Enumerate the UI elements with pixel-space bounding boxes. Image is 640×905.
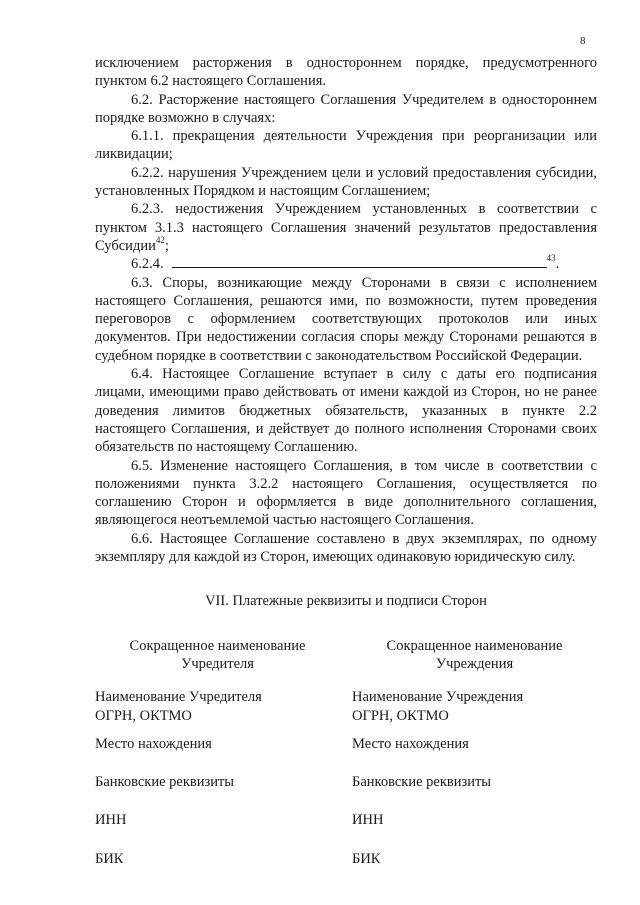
paragraph-6-2-3-text: 6.2.3. недостижения Учреждением установленных в соответствии с пунктом 3.1.3 настоящего Соглашения значений результатов предоставления Субсидии <box>95 201 597 254</box>
institution-column <box>352 637 597 868</box>
paragraph-intro: исключением расторжения в одностороннем порядке, предусмотренного пунктом 6.2 настоящего Соглашения. <box>95 55 597 90</box>
paragraph-6-2-3-end: ; <box>164 237 169 254</box>
document-body <box>95 54 597 868</box>
institution-bank: Банковские реквизиты <box>352 774 492 791</box>
institution-inn: ИНН <box>352 812 384 829</box>
paragraph-6-5: 6.5. Изменение настоящего Соглашения, в том числе в соответствии с положениями пункта 3.2.2 настоящего Соглашения, осуществляется по соглашению Сторон и оформляется в виде дополнительного соглашения, являющегося неотъемлемой частью настоящего Соглашения. <box>95 457 597 529</box>
paragraph-6-2-2: 6.2.2. нарушения Учреждением цели и условий предоставления субсидии, установленных Порядком и настоящим Соглашением; <box>95 164 597 200</box>
founder-location: Место нахождения <box>95 735 212 752</box>
founder-ogrn: ОГРН, ОКТМО <box>95 707 192 724</box>
section-title: VII. Платежные реквизиты и подписи Сторон <box>205 593 487 610</box>
paragraph-6-2-4 <box>95 255 597 273</box>
founder-bik: БИК <box>95 850 124 867</box>
footnote-ref-42: 42 <box>155 234 165 245</box>
paragraph-6-4: 6.4. Настоящее Соглашение вступает в силу с даты его подписания лицами, имеющими право действовать от имени каждой из Сторон, но не ранее доведения лимитов бюджетных обязательств, указанных в пункте 2.2 настоящего Соглашения, и действует до полного исполнения Сторонами своих обязательств по настоящему Соглашению. <box>95 366 597 456</box>
founder-name: Наименование Учредителя <box>95 689 262 706</box>
paragraph-6-6: 6.6. Настоящее Соглашение составлено в двух экземплярах, по одному экземпляру для каждой из Сторон, имеющих одинаковую юридическую силу. <box>95 530 597 566</box>
founder-heading <box>95 637 340 674</box>
paragraph-6-2-3 <box>95 200 597 255</box>
founder-column <box>95 637 340 868</box>
footnote-ref-43: 43 <box>546 253 556 264</box>
founder-heading-line1: Сокращенное наименование <box>129 637 306 654</box>
founder-inn: ИНН <box>95 812 127 829</box>
paragraph-6-2-4-end: . <box>555 256 560 273</box>
paragraph-6-2-4-text: 6.2.4. <box>131 256 164 273</box>
institution-name: Наименование Учреждения <box>352 689 524 706</box>
paragraph-6-2-1: 6.1.1. прекращения деятельности Учреждения при реорганизации или ликвидации; <box>95 128 597 163</box>
institution-ogrn: ОГРН, ОКТМО <box>352 707 449 724</box>
founder-heading-line2: Учредителя <box>181 655 254 672</box>
page-number: 8 <box>580 35 586 47</box>
blank-line <box>172 255 547 268</box>
institution-bik: БИК <box>352 850 381 867</box>
requisites-columns <box>95 637 597 868</box>
founder-bank: Банковские реквизиты <box>95 774 235 791</box>
paragraph-6-3: 6.3. Споры, возникающие между Сторонами в связи с исполнением настоящего Соглашения, решаются ими, по возможности, путем проведения переговоров с оформлением соответствующих протоколов или иных документов. При недостижении согласия споры между Сторонами решаются в судебном порядке в соответствии с законодательством Российской Федерации. <box>95 274 597 364</box>
paragraph-6-2: 6.2. Расторжение настоящего Соглашения Учредителем в одностороннем порядке возможно в случаях: <box>95 91 597 126</box>
institution-location: Место нахождения <box>352 735 469 752</box>
institution-heading <box>352 637 597 674</box>
institution-heading-line2: Учреждения <box>435 655 514 672</box>
institution-heading-line1: Сокращенное наименование <box>386 637 563 654</box>
